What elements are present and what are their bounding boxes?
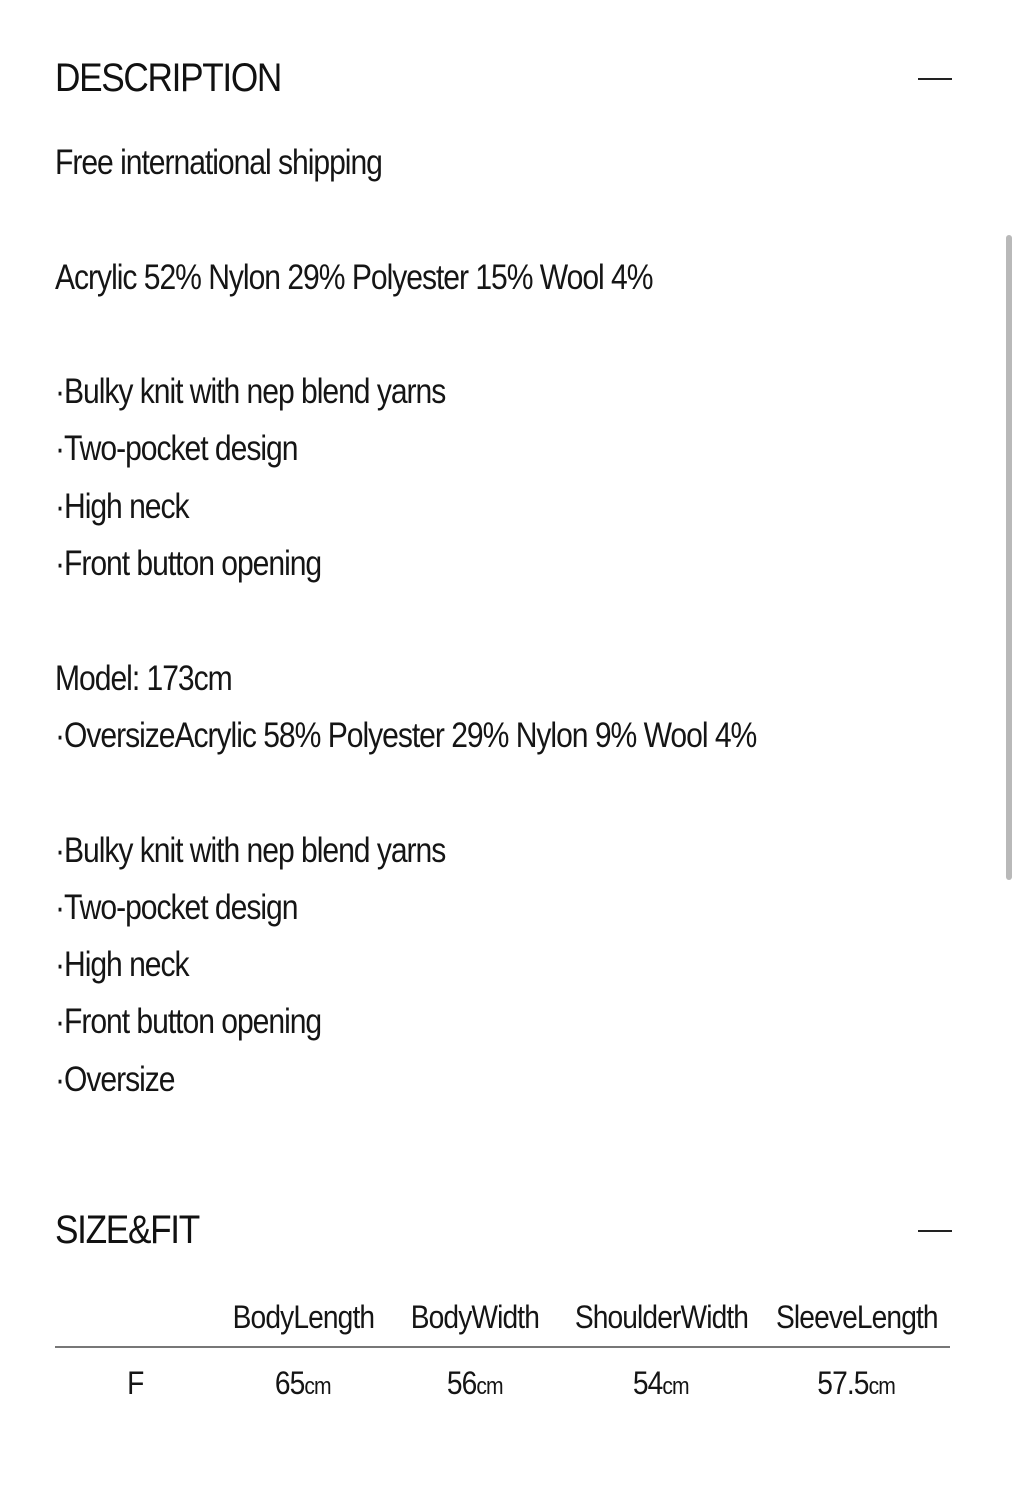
- description-line: ·High neck: [55, 945, 189, 985]
- description-line: ·High neck: [55, 486, 189, 526]
- size-fit-header[interactable]: [55, 1208, 952, 1253]
- size-label: F: [126, 1364, 144, 1401]
- description-title: DESCRIPTION: [55, 56, 282, 100]
- shoulder-width-value: 54cm: [633, 1364, 689, 1401]
- description-spacer: [55, 306, 829, 363]
- size-fit-title: SIZE&FIT: [55, 1208, 199, 1252]
- description-line: Acrylic 52% Nylon 29% Polyester 15% Wool 4%: [55, 257, 653, 297]
- column-header-body-width: BodyWidth: [410, 1298, 540, 1335]
- scrollbar[interactable]: [1006, 235, 1012, 880]
- body-width-value: 56cm: [447, 1364, 503, 1401]
- column-header-size: [55, 1288, 215, 1347]
- description-line: Model: 173cm: [55, 658, 232, 698]
- description-spacer: [55, 764, 829, 821]
- table-row: [55, 1347, 950, 1418]
- description-spacer: [55, 592, 829, 649]
- description-line: ·Two-pocket design: [55, 429, 298, 469]
- column-header-shoulder-width: ShoulderWidth: [574, 1298, 748, 1335]
- sleeve-length-value: 57.5cm: [817, 1364, 896, 1401]
- size-table-header-row: [55, 1288, 950, 1347]
- minus-icon: [918, 78, 952, 80]
- minus-icon: [918, 1230, 952, 1232]
- column-header-sleeve-length: SleeveLength: [775, 1298, 938, 1335]
- description-line: ·Bulky knit with nep blend yarns: [55, 830, 446, 870]
- description-line: ·OversizeAcrylic 58% Polyester 29% Nylon 9% Wool 4%: [55, 715, 757, 755]
- description-line: ·Bulky knit with nep blend yarns: [55, 372, 446, 412]
- body-length-value: 65cm: [275, 1364, 331, 1401]
- description-header[interactable]: [55, 56, 952, 101]
- description-body: [55, 134, 955, 1108]
- size-table: [55, 1288, 950, 1418]
- description-line: ·Front button opening: [55, 1002, 322, 1042]
- description-line: ·Two-pocket design: [55, 887, 298, 927]
- description-line: ·Oversize: [55, 1059, 175, 1099]
- description-line: ·Front button opening: [55, 544, 322, 584]
- description-collapse-button[interactable]: [916, 61, 952, 97]
- description-spacer: [55, 191, 829, 248]
- description-line: Free international shipping: [55, 143, 382, 182]
- column-header-body-length: BodyLength: [232, 1298, 374, 1335]
- size-fit-collapse-button[interactable]: [916, 1213, 952, 1249]
